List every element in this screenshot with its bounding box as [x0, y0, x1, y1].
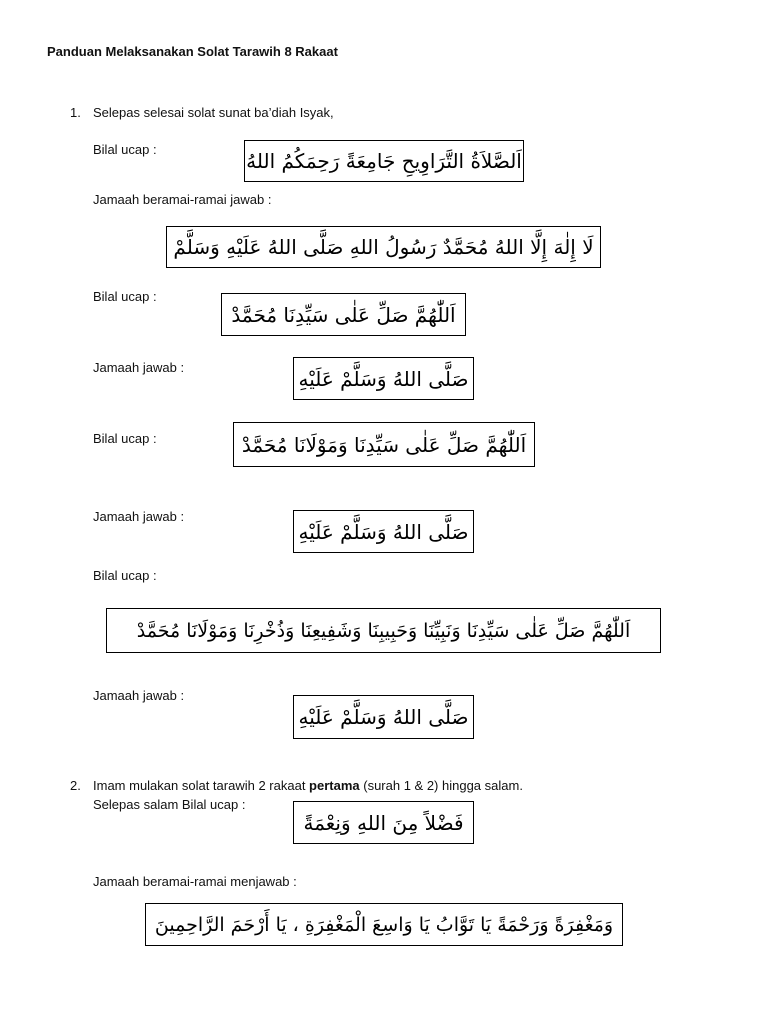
arabic-box: اَللّٰهُمَّ صَلِّ عَلٰى سَيِّدِنَا وَنَبِيِّنَا وَحَبِيبِنَا وَشَفِيعِنَا وَذُخْرِنَا وَمَوْلَانَا مُحَمَّدْ — [106, 608, 661, 653]
speaker-label: Jamaah jawab : — [93, 688, 185, 703]
step-2-text — [93, 778, 523, 794]
arabic-box: صَلَّى اللهُ وَسَلَّمْ عَلَيْهِ — [293, 357, 474, 400]
speaker-label: Bilal ucap : — [93, 568, 157, 583]
step-1-number: 1. — [70, 105, 81, 120]
step-2-text-start: Imam mulakan solat tarawih 2 rakaat — [93, 778, 310, 793]
document-title: Panduan Melaksanakan Solat Tarawih 8 Rakaat — [47, 44, 338, 59]
speaker-label: Jamaah jawab : — [93, 360, 185, 375]
arabic-box: فَضْلاً مِنَ اللهِ وَنِعْمَةً — [293, 801, 474, 844]
step-1-text: Selepas selesai solat sunat ba’diah Isyak, — [93, 105, 334, 120]
speaker-label: Jamaah beramai-ramai jawab : — [93, 192, 272, 207]
speaker-label: Jamaah beramai-ramai menjawab : — [93, 874, 297, 889]
step-2-number: 2. — [70, 778, 81, 793]
step-2-subtext: Selepas salam Bilal ucap : — [93, 797, 246, 812]
arabic-box: صَلَّى اللهُ وَسَلَّمْ عَلَيْهِ — [293, 510, 474, 553]
arabic-box: اَللّٰهُمَّ صَلِّ عَلٰى سَيِّدِنَا وَمَوْلَانَا مُحَمَّدْ — [233, 422, 535, 467]
arabic-box: اَللّٰهُمَّ صَلِّ عَلٰى سَيِّدِنَا مُحَمَّدْ — [221, 293, 466, 336]
speaker-label: Bilal ucap : — [93, 289, 157, 304]
speaker-label: Bilal ucap : — [93, 142, 157, 157]
arabic-box: لَا إِلٰهَ إِلَّا اللهُ مُحَمَّدٌ رَسُولُ اللهِ صَلَّى اللهُ عَلَيْهِ وَسَلَّمْ — [166, 226, 601, 268]
arabic-box: صَلَّى اللهُ وَسَلَّمْ عَلَيْهِ — [293, 695, 474, 739]
step-2-text-end: (surah 1 & 2) hingga salam. — [359, 778, 523, 793]
speaker-label: Jamaah jawab : — [93, 509, 185, 524]
arabic-box: اَلصَّلاَةُ التَّرَاوِيحِ جَامِعَةً رَحِمَكُمُ اللهُ — [244, 140, 524, 182]
arabic-box: وَمَغْفِرَةً وَرَحْمَةً يَا تَوَّابُ يَا وَاسِعَ الْمَغْفِرَةِ ، يَا أَرْحَمَ الرَّاحِمِينَ — [145, 903, 623, 946]
step-2-text-bold: pertama — [309, 778, 360, 793]
speaker-label: Bilal ucap : — [93, 431, 157, 446]
